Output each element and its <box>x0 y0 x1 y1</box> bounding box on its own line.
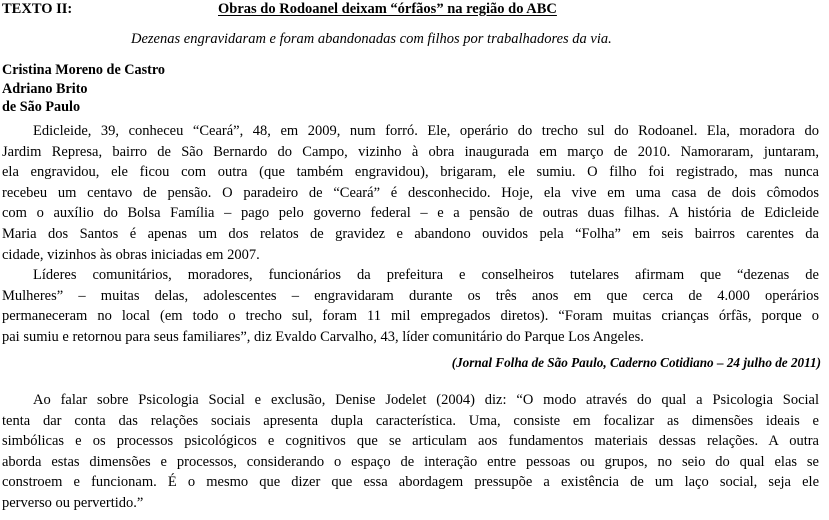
paragraph-2 <box>2 265 819 347</box>
text-line: Jardim Represa, bairro de São Bernardo do Campo, vizinho à obra inaugurada em março de 2010. Namoraram, juntaram, <box>2 143 819 160</box>
text-line: perverso ou pervertido.” <box>2 494 144 511</box>
text-line: Edicleide, 39, conheceu “Ceará”, 48, em 2009, num forró. Ele, operário do trecho sul do Rodoanel. Ela, moradora do <box>33 123 819 139</box>
text-line: recebeu um centavo de pensão. O paradeiro de “Ceará” é desconhecido. Hoje, ela vive em uma casa de dois cômodos <box>2 184 819 201</box>
article-subtitle: Dezenas engravidaram e foram abandonadas com filhos por trabalhadores da via. <box>131 31 612 47</box>
article-source: (Jornal Folha de São Paulo, Caderno Cotidiano – 24 julho de 2011) <box>451 355 821 370</box>
text-line: tenta dar conta das relações sociais apresenta dupla característica. Uma, consiste em focalizar as dimensões ideais e <box>2 412 819 429</box>
text-line: Ao falar sobre Psicologia Social e exclusão, Denise Jodelet (2004) diz: “O modo através do qual a Psicologia Social <box>33 392 819 408</box>
text-line: Mulheres” – muitas delas, adolescentes – engravidaram durante os três anos em que cerca de 4.000 operários <box>2 287 819 304</box>
text-line: constroem e funcionam. É o mesmo que dizer que essa abordagem pressupõe a existência de um laço social, seja ele <box>2 474 819 491</box>
paragraph-1 <box>2 121 819 265</box>
text-label: TEXTO II: <box>2 1 73 17</box>
commentary-body <box>2 390 819 514</box>
article-body <box>2 121 819 348</box>
author-block <box>2 61 165 117</box>
text-line: ela engravidou, ele ficou com outra (que também engravidou), brigaram, ele sumiu. O filho foi registrado, mas nunca <box>2 164 819 181</box>
text-line: Maria dos Santos é apenas um dos relatos de gravidez e abandono ouvidos pela “Folha” em seis bairros carentes da <box>2 225 819 242</box>
author-name: Adriano Brito <box>2 80 88 97</box>
text-line: simbólicas e os processos psicológicos e cognitivos que se articulam aos fundamentos materiais dessas relações. A outra <box>2 433 819 450</box>
article-title: Obras do Rodoanel deixam “órfãos” na região do ABC <box>218 1 557 17</box>
author-name: Cristina Moreno de Castro <box>2 62 166 78</box>
text-line: aborda estas dimensões e processos, considerando o espaço de interação entre pessoas ou grupos, no seio do qual elas se <box>2 453 819 470</box>
text-line: cidade, vizinhos às obras iniciadas em 2007. <box>2 246 260 263</box>
text-line: pai sumiu e retornou para seus familiares”, diz Evaldo Carvalho, 43, líder comunitário do Parque Los Angeles. <box>2 328 644 345</box>
author-location: de São Paulo <box>2 99 81 115</box>
text-line: com o auxílio do Bolsa Família – pago pelo governo federal – e a pensão de outras duas filhas. A história de Edicleide <box>2 205 819 222</box>
text-line: Líderes comunitários, moradores, funcionários da prefeitura e conselheiros tutelares afirmam que “dezenas de <box>33 267 819 284</box>
text-line: permaneceram no local (em todo o trecho sul, foram 11 mil empregados diretos). “Foram muitas crianças órfãs, porque o <box>2 308 819 325</box>
